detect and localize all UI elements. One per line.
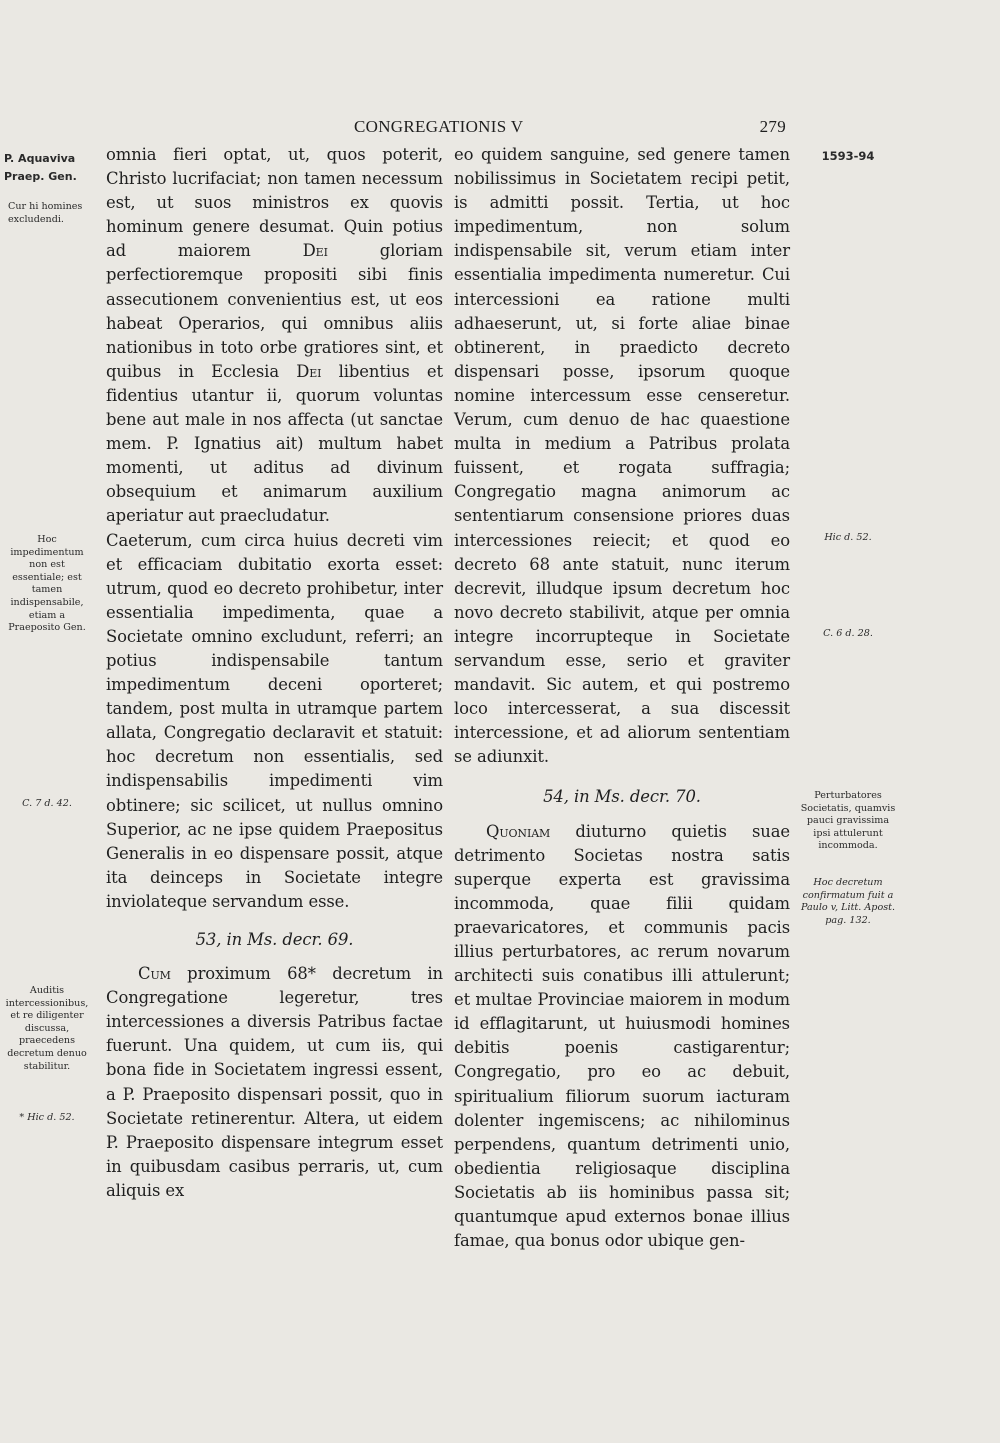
margin-note-hoc-decretum: Hoc decretum confirmatum fuit a Paulo v, Litt. Apost. pag. 132. [800, 877, 896, 926]
margin-note-praepositus: P. Aquaviva Praep. Gen. [4, 152, 77, 183]
initial-word: Quoniam [486, 821, 551, 841]
margin-note-cref-left: C. 7 d. 42. [22, 798, 72, 809]
text-run: omnia fieri optat, ut, quos poterit, Christo lucrifaciat; non tamen necessum est, ut suos ministros ex quovis hominum genere desumat. Quin potius ad maiorem [106, 145, 443, 261]
text-run: proximum 68* decretum in Congregatione legeretur, tres intercessiones a diversis Patribus factae fuerunt. Una quidem, ut cum iis, qui bona fide in Societatem ingressi essent, a P. Praeposito dispensari possit, quo in Societate retinerentur. Altera, ut eidem P. Praeposito dispensare integrum esset in quibusdam casibus perraris, ut, cum aliquis ex [106, 964, 443, 1200]
margin-note-hic-left: * Hic d. 52. [19, 1112, 75, 1123]
initial-word: Cum [138, 964, 171, 984]
paragraph [454, 820, 790, 1254]
margin-note-perturbatores: Perturbatores Societatis, quamvis pauci gravissima ipsi attulerunt incommoda. [800, 790, 896, 852]
margin-note-cref-right: C. 6 d. 28. [823, 628, 873, 639]
margin-note-auditis: Auditis intercessionibus, et re diligenter discussa, praecedens decretum denuo stabilitur. [5, 985, 89, 1072]
page-number: 279 [759, 117, 786, 136]
margin-note-year: 1593-94 [821, 149, 875, 163]
small-caps-dei: Dei [296, 361, 322, 381]
running-title: CONGREGATIONIS V [354, 117, 524, 136]
text-run: diuturno quietis suae detrimento Societas nostra satis superque experta est gravissima incommoda, quae filii quidam praevaricatores, et communis pacis illius perturbatores, ac rerum novarum architecti suis conatibus illi attulerunt; et multae Provinciae maiorem in modum id efflagitarunt, ut huiusmodi homines debitis poenis castigarentur; Congregatio, pro eo ac debuit, spiritualium filiorum suorum iacturam dolenter ingemiscens; ac nihilominus perpendens, quantum detrimenti unio, obedientia religiosaque disciplina Societatis ab iis hominibus passa sit; quantumque apud externos bonae illius famae, qua bonus odor ubique gen- [454, 821, 790, 1251]
margin-note-hoc-impedimentum: Hoc impedimentum non est essentiale; est tamen indispensabile, etiam a Praeposito Gen. [8, 534, 86, 634]
margin-note-hic-right: Hic d. 52. [824, 532, 872, 543]
margin-note-cur: Cur hi homines excludendi. [8, 201, 83, 225]
page-header [106, 117, 786, 139]
text-column-right [454, 143, 790, 1253]
small-caps-dei: Dei [302, 241, 328, 261]
text-column-left [106, 143, 443, 1203]
decree-heading-54: 54, in Ms. decr. 70. [543, 787, 701, 807]
text-run: libentius et fidentius utantur ii, quorum voluntas bene aut male in nos affecta (ut sanctae mem. P. Ignatius ait) multum habet momenti, ut aditus ad divinum obsequium et animarum auxilium aperiatur aut praecludatur. [106, 361, 443, 526]
text-run: gloriam perfectioremque propositi sibi finis assecutionem convenientius est, ut eos habeat Operarios, qui omnibus aliis nationibus in toto orbe gratiores sint, et quibus in Ecclesia [106, 241, 443, 381]
decree-heading-53: 53, in Ms. decr. 69. [195, 930, 354, 949]
paragraph [106, 962, 443, 1203]
paragraph: Caeterum, cum circa huius decreti vim et efficaciam dubitatio exorta esset: utrum, quod eo decreto prohibetur, inter essentialia impedimenta, quae a Societate omnino excludunt, referri; an potius indispensabile tantum impedimentum deceni oporteret; tandem, post multa in utramque partem allata, Congregatio declaravit et statuit: hoc decretum non essentialis, sed indispensabilis impedimenti vim obtinere; sic scilicet, ut nullus omnino Superior, ac ne ipse quidem Praepositus Generalis in eo dispensare possit, atque ita deinceps in Societate integre inviolateque servandum esse. [106, 530, 443, 911]
paragraph: eo quidem sanguine, sed genere tamen nobilissimus in Societatem recipi petit, is admitti possit. Tertia, ut hoc impedimentum, non solum indispensabile sit, verum etiam inter essentialia impedimenta numeretur. Cui intercessioni ea ratione multi adhaeserunt, ut, si forte aliae binae obtinerent, in praedicto decreto dispensari posse, ipsorum quoque nomine intercessum esse censeretur. Verum, cum denuo de hac quaestione multa in medium a Patribus prolata fuissent, et rogata suffragia; Congregatio magna animorum ac sententiarum consensione priores duas intercessiones reiecit; et quod eo decreto 68 ante statuit, nunc iterum decrevit, illudque ipsum decretum hoc novo decreto stabilivit, atque per omnia integre incorrupteque in Societate servandum esse, serio et graviter mandavit. Sic autem, et qui postremo loco intercesserat, a sua discessit intercessione, et ad aliorum sententiam se adiunxit. [454, 145, 790, 767]
paragraph [106, 143, 443, 529]
